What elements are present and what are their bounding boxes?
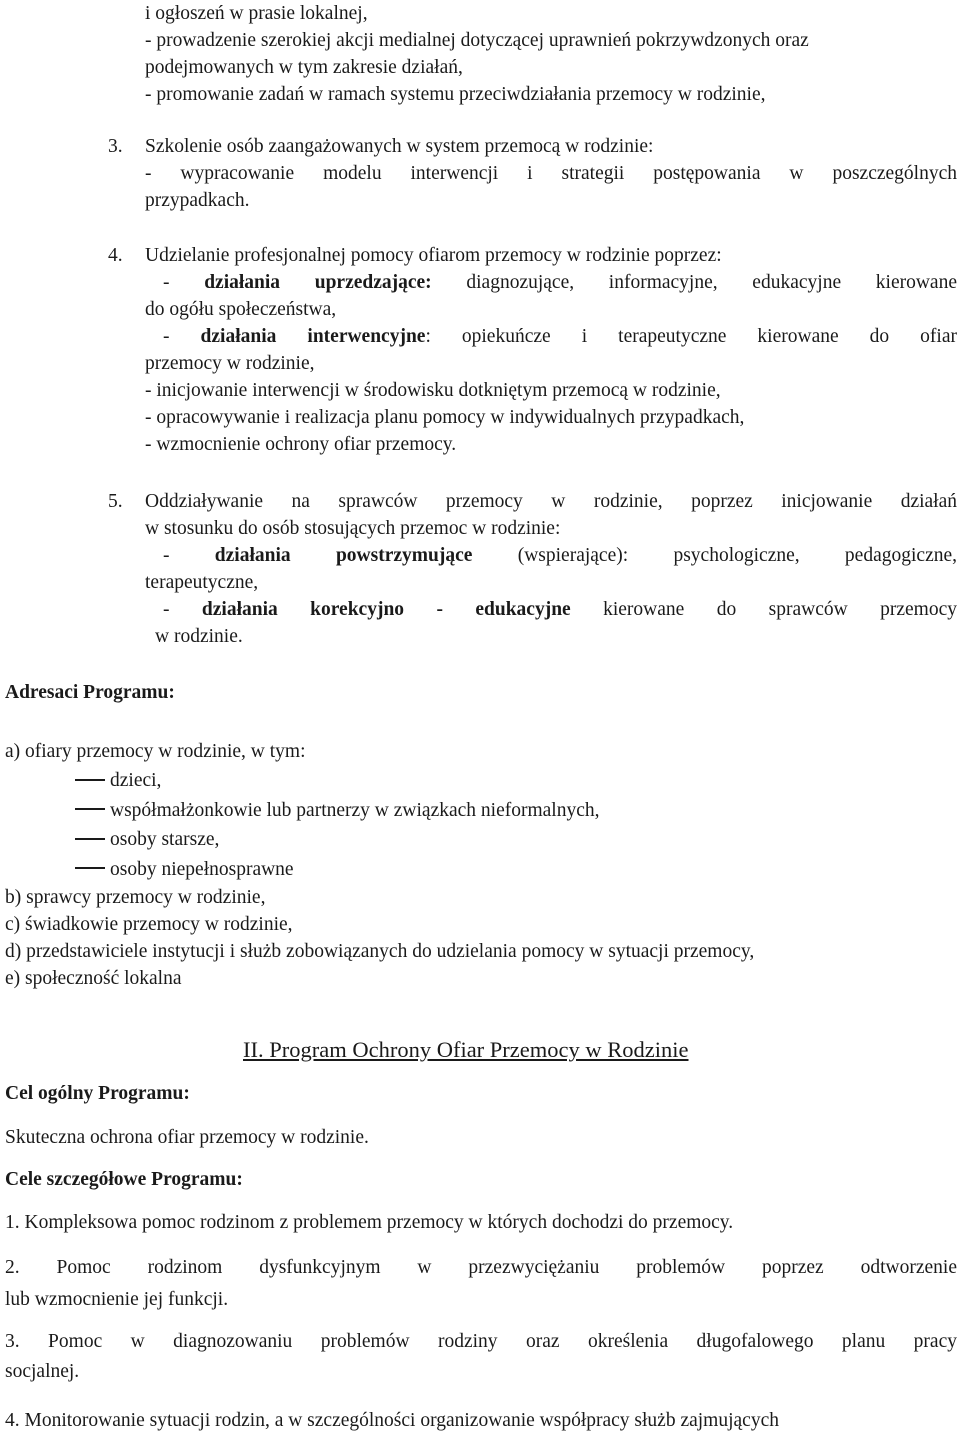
text-line: do ogółu społeczeństwa, [145,299,337,320]
text-line [145,323,957,350]
text-line: - promowanie zadań w ramach systemu przeciwdziałania przemocy w rodzinie, [145,84,766,105]
text-line: Szkolenie osób zaangażowanych w system przemocą w rodzinie: [145,136,654,157]
bold-term: działania interwencyjne [200,326,426,347]
goal-heading: Cel ogólny Programu: [5,1083,190,1104]
text-line [145,542,957,569]
text-line: w rodzinie. [155,626,243,647]
text-line: podejmowanych w tym zakresie działań, [145,57,463,78]
list-item: e) społeczność lokalna [5,968,182,989]
text-line: - wypracowanie modelu interwencji i strategii postępowania w poszczególnych [145,163,957,184]
text-run: kierowane do sprawców przemocy [570,599,957,620]
text-line [145,596,957,623]
dash-bullet-icon [75,808,105,810]
dash-bullet-icon [75,838,105,840]
dash: - [163,599,202,620]
item-5-body [145,488,957,650]
dash: - [163,272,205,293]
item-4-number: 4. [108,245,123,266]
text-line: 3. Pomoc w diagnozowaniu problemów rodziny oraz określenia długofalowego planu pracy [5,1331,957,1352]
text-line: - opracowywanie i realizacja planu pomocy w indywidualnych przypadkach, [145,407,745,428]
text-run: diagnozujące, informacyjne, edukacyjne kierowane [431,272,957,293]
detail-goal-3 [5,1327,957,1387]
text-run: (wspierające): psychologiczne, pedagogiczne, [472,545,957,566]
bold-term: działania powstrzymujące [214,545,473,566]
bold-term: działania korekcyjno - edukacyjne [201,599,571,620]
text-line: - wzmocnienie ochrony ofiar przemocy. [145,434,457,455]
text-line: przypadkach. [145,190,250,211]
dash: - [163,326,201,347]
list-item: b) sprawcy przemocy w rodzinie, [5,887,266,908]
goal-text: Skuteczna ochrona ofiar przemocy w rodzinie. [5,1127,369,1148]
item-3-body [145,133,957,214]
item-4-body [145,242,957,458]
text-line: w stosunku do osób stosujących przemoc w rodzinie: [145,518,561,539]
sub-list-item: współmałżonkowie lub partnerzy w związkach nieformalnych, [110,799,600,821]
text-line: 2. Pomoc rodzinom dysfunkcyjnym w przezwyciężaniu problemów poprzez odtworzenie [5,1257,957,1278]
section-title: II. Program Ochrony Ofiar Przemocy w Rodzinie [243,1037,689,1062]
addressees-list [5,737,955,992]
dash-bullet-icon [75,779,105,781]
sub-list [5,766,955,884]
dash-bullet-icon [75,867,105,869]
text-line: - inicjowanie interwencji w środowisku dotkniętym przemocą w rodzinie, [145,380,721,401]
sub-list-item: osoby starsze, [110,829,220,850]
list-item: c) świadkowie przemocy w rodzinie, [5,914,293,935]
text-line [145,269,957,296]
addressees-heading: Adresaci Programu: [5,682,175,703]
text-line: Oddziaływanie na sprawców przemocy w rodzinie, poprzez inicjowanie działań [145,491,957,512]
detail-goal-4: 4. Monitorowanie sytuacji rodzin, a w szczególności organizowanie współpracy służb zajmujących [5,1410,779,1431]
text-line: przemocy w rodzinie, [145,353,315,374]
item-3-number: 3. [108,136,123,157]
list-item: a) ofiary przemocy w rodzinie, w tym: [5,741,306,762]
text-line: terapeutyczne, [145,572,259,593]
detail-goal-2 [5,1252,957,1316]
text-line: - prowadzenie szerokiej akcji medialnej dotyczącej uprawnień pokrzywdzonych oraz [145,30,809,51]
detail-goals-heading: Cele szczegółowe Programu: [5,1169,243,1190]
bold-term: działania uprzedzające: [204,272,432,293]
text-line: socjalnej. [5,1361,80,1382]
text-line: lub wzmocnienie jej funkcji. [5,1289,229,1310]
item-5-number: 5. [108,491,123,512]
text-line: i ogłoszeń w prasie lokalnej, [145,3,368,24]
dash: - [163,545,215,566]
text-line: Udzielanie profesjonalnej pomocy ofiarom przemocy w rodzinie poprzez: [145,245,722,266]
sub-list-item: osoby niepełnosprawne [110,858,294,880]
sub-list-item: dzieci, [110,770,162,791]
intro-continuation [145,0,957,108]
detail-goal-1: 1. Kompleksowa pomoc rodzinom z problemem przemocy w których dochodzi do przemocy. [5,1212,734,1233]
text-run: : opiekuńcze i terapeutyczne kierowane do ofiar [425,326,957,347]
list-item: d) przedstawiciele instytucji i służb zobowiązanych do udzielania pomocy w sytuacji przemocy, [5,941,755,962]
